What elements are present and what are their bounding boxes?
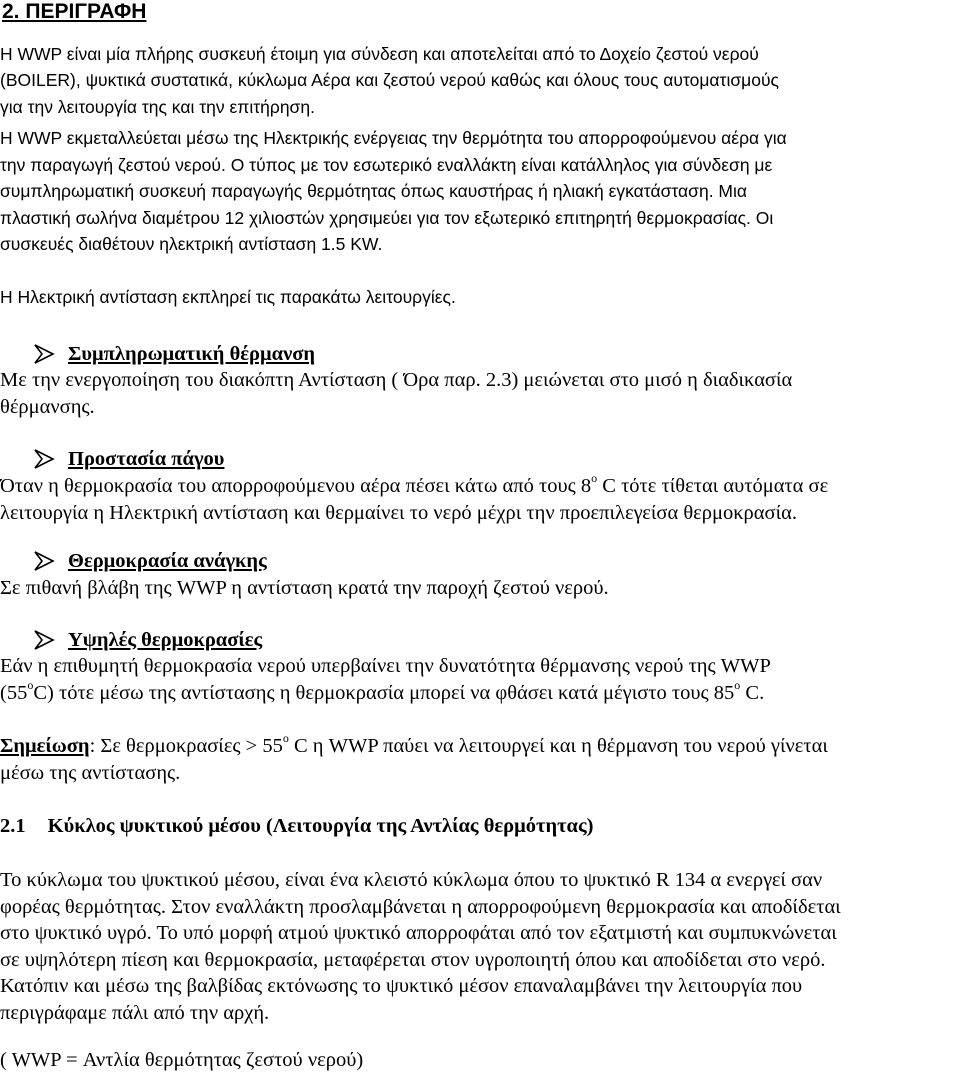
text-run: Όταν η θερμοκρασία του απορροφούμενου αέρα πέσει κάτω από τους 8 [0, 475, 592, 497]
intro-line: (BOILER), ψυκτικά συστατικά, κύκλωμα Αέρα και ζεστού νερού καθώς και όλους τους αυτοματισμούς [0, 70, 779, 90]
subsection-number: 2.1 [0, 815, 26, 837]
function-text-line [0, 472, 828, 501]
text-run: (55 [0, 682, 28, 704]
cycle-footnote: ( WWP = Αντλία θερμότητας ζεστού νερού) [0, 1049, 364, 1071]
text-run: : Σε θερμοκρασίες > 55 [89, 735, 283, 757]
degree-sup: ο [27, 678, 34, 693]
intro-line: την παραγωγή ζεστού νερού. Ο τύπος με τον εσωτερικό εναλλάκτη είναι κατάλληλος για σύνδεση με [0, 155, 773, 175]
subsection-title [0, 812, 593, 841]
text-run: C η WWP παύει να λειτουργεί και η θέρμανση του νερού γίνεται [288, 735, 828, 757]
arrow-bullet-icon [33, 448, 55, 470]
intro-line: για την λειτουργία της και την επιτήρηση. [0, 97, 315, 117]
function-text-line: Σε πιθανή βλάβη της WWP η αντίσταση κρατά την παροχή ζεστού νερού. [0, 577, 609, 599]
cycle-line: φορέας θερμότητας. Στον εναλλάκτη προσλαμβάνεται η απορροφούμενη θερμοκρασία και αποδίδεται [0, 896, 841, 918]
cycle-line: Κατόπιν και μέσω της βαλβίδας εκτόνωσης το ψυκτικό μέσον επαναλαμβάνει την λειτουργία που [0, 975, 803, 997]
text-run: C. [740, 682, 765, 704]
intro-line: Η WWP είναι μία πλήρης συσκευή έτοιμη για σύνδεση και αποτελείται από το Δοχείο ζεστού νερού [0, 44, 759, 64]
section-title: 2. ΠΕΡΙΓΡΑΦΗ [2, 0, 147, 23]
arrow-bullet-icon [33, 629, 55, 651]
arrow-bullet-icon [33, 550, 55, 572]
cycle-line: περιγράφαμε πάλι από την αρχή. [0, 1002, 270, 1024]
degree-sup: ο [282, 731, 289, 746]
text-run: C) τότε μέσω της αντίστασης η θερμοκρασία μπορεί να φθάσει κατά μέγιστο τους 85 [33, 682, 735, 704]
function-heading: Προστασία πάγου [68, 448, 225, 470]
note-line [0, 732, 828, 761]
intro-line: Η WWP εκμεταλλεύεται μέσω της Ηλεκτρικής ενέργειας την θερμότητα του απορροφούμενου αέρα για [0, 128, 787, 148]
intro-line: συσκευές διαθέτουν ηλεκτρική αντίσταση 1.5 KW. [0, 234, 383, 254]
arrow-bullet-icon [33, 343, 55, 365]
function-heading: Θερμοκρασία ανάγκης [68, 550, 267, 572]
function-text-line: θέρμανσης. [0, 396, 95, 418]
function-text-line: Με την ενεργοποίηση του διακόπτη Αντίσταση ( Όρα παρ. 2.3) μειώνεται στο μισό η διαδικασία [0, 369, 793, 391]
cycle-line: Το κύκλωμα του ψυκτικού μέσου, είναι ένα κλειστό κύκλωμα όπου το ψυκτικό R 134 α ενεργεί σαν [0, 869, 823, 891]
degree-sup: ο [591, 471, 598, 486]
function-heading: Συμπληρωματική θέρμανση [68, 343, 316, 365]
degree-sup: ο [734, 678, 741, 693]
note-label: Σημείωση [0, 735, 90, 757]
cycle-line: σε υψηλότερη πίεση και θερμοκρασία, μεταφέρεται στον υγροποιητή όπου και αποδίδεται στο νερό. [0, 949, 826, 971]
text-run: C τότε τίθεται αυτόματα σε [597, 475, 829, 497]
function-text-line: λειτουργία η Ηλεκτρική αντίσταση και θερμαίνει το νερό μέχρι την προεπιλεγείσα θερμοκρασία. [0, 502, 797, 524]
function-heading: Υψηλές θερμοκρασίες [68, 629, 263, 651]
intro-line: συμπληρωματική συσκευή παραγωγής θερμότητας όπως καυστήρας ή ηλιακή εγκατάσταση. Μια [0, 181, 747, 201]
intro-line: πλαστική σωλήνα διαμέτρου 12 χιλιοστών χρησιμεύει για τον εξωτερικό επιτηρητή θερμοκρασίας. Οι [0, 208, 774, 228]
function-text-line: Εάν η επιθυμητή θερμοκρασία νερού υπερβαίνει την δυνατότητα θέρμανσης νερού της WWP [0, 655, 771, 677]
subsection-heading: Κύκλος ψυκτικού μέσου (Λειτουργία της Αντλίας θερμότητας) [47, 815, 594, 837]
cycle-line: στο ψυκτικό υγρό. Το υπό μορφή ατμού ψυκτικό απορροφάται από τον εξατμιστή και συμπυκνώνεται [0, 922, 837, 944]
note-line: μέσω της αντίστασης. [0, 762, 181, 784]
functions-intro-line: Η Ηλεκτρική αντίσταση εκπληρεί τις παρακάτω λειτουργίες. [0, 287, 456, 307]
function-text-line [0, 679, 764, 708]
